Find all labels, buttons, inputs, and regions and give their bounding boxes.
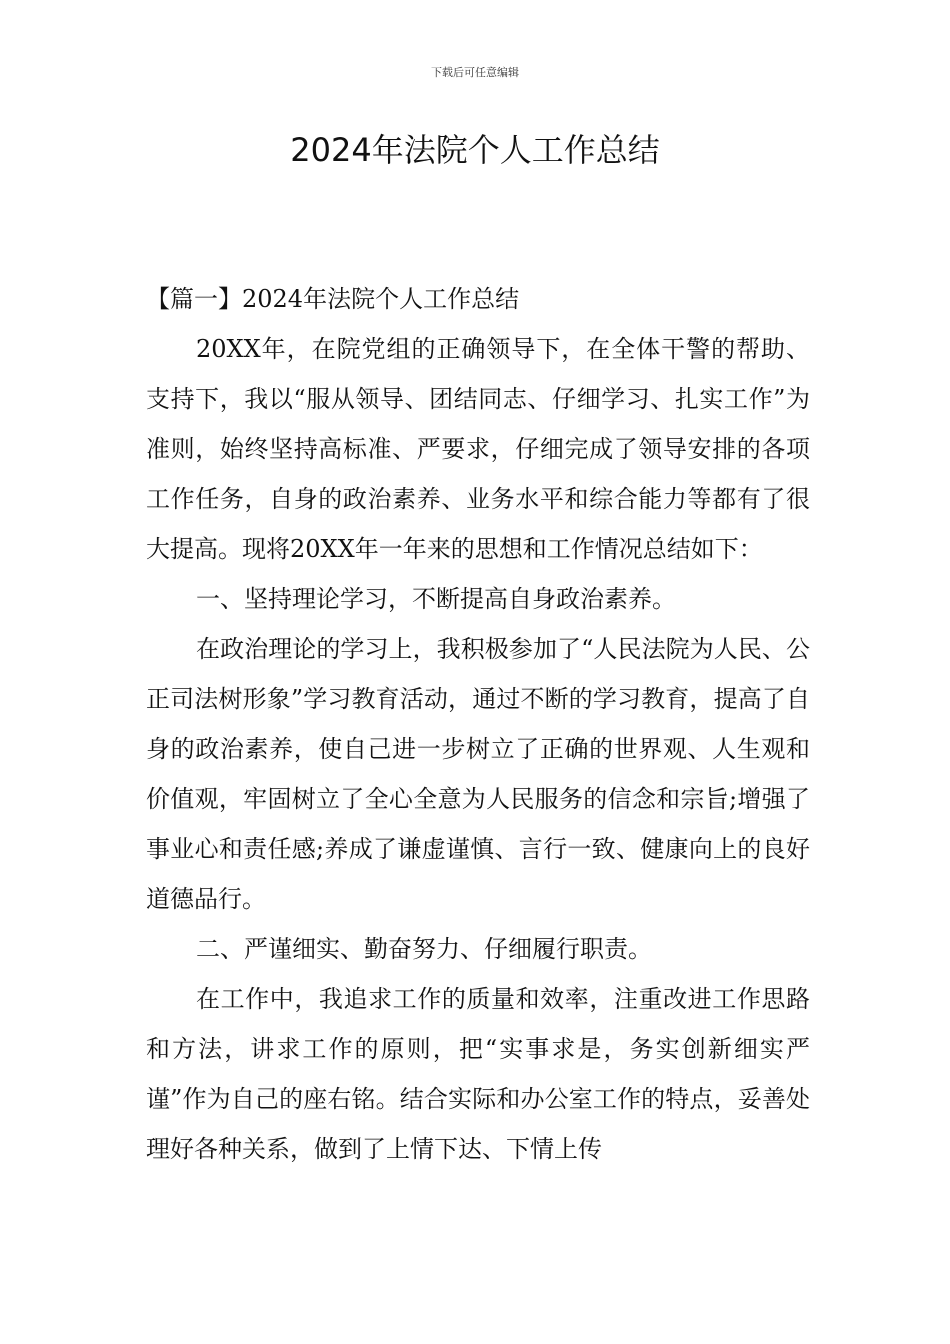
header-note: 下载后可任意编辑	[431, 66, 519, 79]
document-title: 2024年法院个人工作总结	[290, 131, 660, 169]
document-body	[146, 274, 810, 1174]
paragraph-intro: 20XX年，在院党组的正确领导下，在全体干警的帮助、支持下，我以“服从领导、团结同志、仔细学习、扎实工作”为准则，始终坚持高标准、严要求，仔细完成了领导安排的各项工作任务，自身的政治素养、业务水平和综合能力等都有了很大提高。现将20XX年一年来的思想和工作情况总结如下：	[146, 335, 810, 563]
subheading-2: 二、严谨细实、勤奋努力、仔细履行职责。	[196, 935, 652, 963]
paragraph-1: 在政治理论的学习上，我积极参加了“人民法院为人民、公正司法树形象”学习教育活动，通过不断的学习教育，提高了自身的政治素养，使自己进一步树立了正确的世界观、人生观和价值观，牢固树立了全心全意为人民服务的信念和宗旨;增强了事业心和责任感;养成了谦虚谨慎、言行一致、健康向上的良好道德品行。	[146, 635, 810, 913]
paragraph-2: 在工作中，我追求工作的质量和效率，注重改进工作思路和方法，讲求工作的原则，把“实事求是，务实创新细实严谨”作为自己的座右铭。结合实际和办公室工作的特点，妥善处理好各种关系，做到了上情下达、下情上传	[146, 985, 810, 1163]
section-heading: 【篇一】2024年法院个人工作总结	[146, 285, 520, 313]
subheading-1: 一、坚持理论学习，不断提高自身政治素养。	[196, 585, 676, 613]
